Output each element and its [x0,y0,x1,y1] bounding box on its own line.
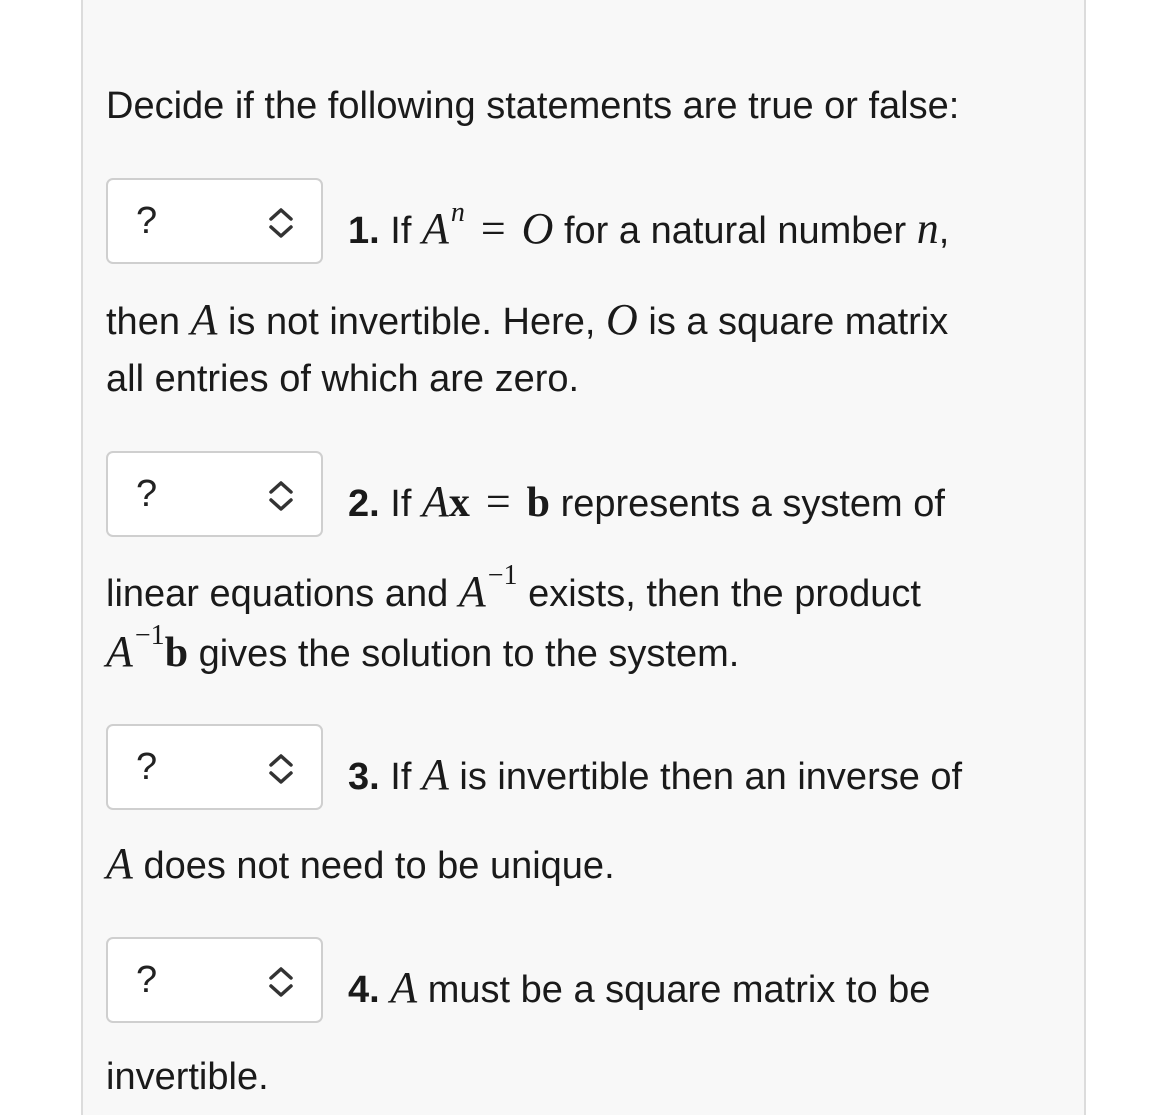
select-placeholder: ? [136,959,158,1001]
statement-4-line-1 [348,963,931,1012]
statement-4-select[interactable] [106,937,323,1023]
text-segment: If [379,483,422,525]
math-var: A [390,963,418,1012]
text-segment: If [379,210,422,252]
math-equals: = [480,204,506,253]
math-var: A [421,477,449,526]
statement-1-line-3: all entries of which are zero. [106,358,580,400]
math-var: A [106,627,133,676]
statement-1-line-2 [106,295,949,344]
math-superscript: n [450,197,465,228]
statement-3-select[interactable] [106,724,323,810]
math-var: A [421,204,449,253]
chevron-up-down-icon [268,750,294,788]
text-segment: , [938,210,950,252]
statement-2-line-2 [106,560,921,616]
select-placeholder: ? [136,200,158,242]
instructions-text: Decide if the following statements are true or false: [106,85,960,127]
text-segment: is not invertible. Here, [217,301,607,343]
math-superscript: −1 [487,560,518,591]
chevron-up-down-icon [268,963,294,1001]
statement-1-line-1 [348,197,950,253]
statement-4-number: 4. [348,969,380,1011]
text-segment: gives the solution to the system. [188,633,740,675]
statement-3-line-2 [106,839,615,888]
text-segment: exists, then the product [517,573,921,615]
math-bold-var: x [448,480,470,526]
text-segment: represents a system of [550,483,945,525]
text-segment: does not need to be unique. [132,845,615,887]
select-placeholder: ? [136,473,158,515]
statement-4-line-2: invertible. [106,1056,269,1098]
text-segment: must be a square matrix to be [417,969,931,1011]
math-superscript: −1 [134,620,165,651]
math-var: O [606,295,638,344]
statement-2-line-1 [348,477,945,526]
statement-3-number: 3. [348,756,380,798]
text-segment [380,969,391,1011]
math-equals: = [485,477,511,526]
math-var: A [106,839,133,888]
text-segment: is a square matrix [637,301,949,343]
math-var: A [458,567,486,616]
text-segment: linear equations and [106,573,459,615]
chevron-up-down-icon [268,477,294,515]
math-var: A [421,750,449,799]
statement-1-select[interactable] [106,178,323,264]
statement-2-line-3 [106,620,740,676]
text-segment: then [106,301,191,343]
math-bold-var: b [526,480,551,526]
math-var: O [521,204,554,253]
text-segment: If [379,756,422,798]
statement-1-number: 1. [348,210,380,252]
text-segment: is invertible then an inverse of [448,756,963,798]
text-segment: for a natural number [553,210,917,252]
math-var: n [916,204,939,253]
chevron-up-down-icon [268,204,294,242]
math-var: A [190,295,218,344]
math-bold-var: b [164,630,189,676]
select-placeholder: ? [136,746,158,788]
statement-2-select[interactable] [106,451,323,537]
statement-3-line-1 [348,750,963,799]
statement-2-number: 2. [348,483,380,525]
